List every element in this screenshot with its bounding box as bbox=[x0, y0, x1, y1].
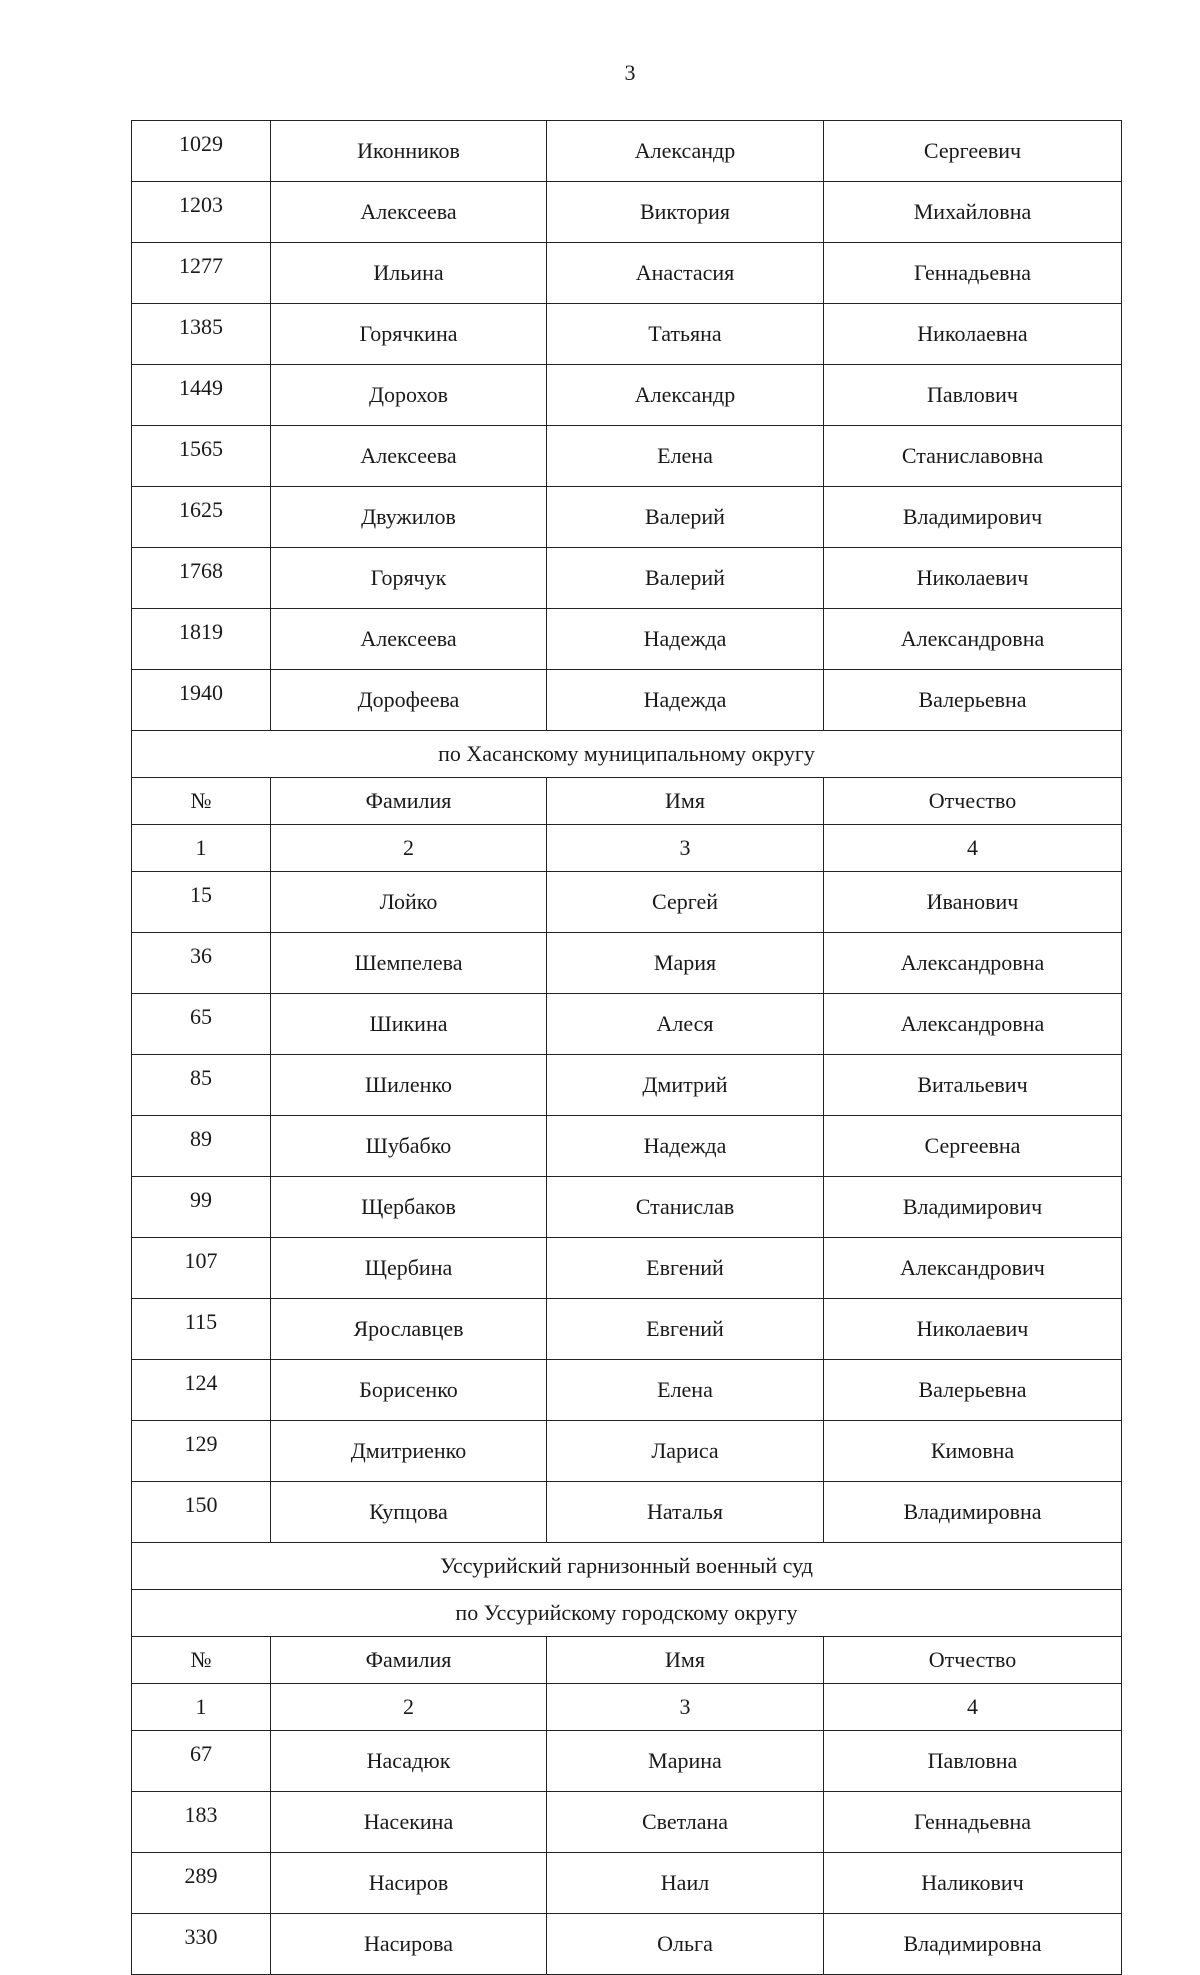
cell-patronymic: Геннадьевна bbox=[824, 243, 1122, 304]
cell-first-name: Александр bbox=[547, 121, 824, 182]
cell-patronymic: Николаевич bbox=[824, 1299, 1122, 1360]
table-row bbox=[132, 1360, 1122, 1421]
cell-first-name: Валерий bbox=[547, 487, 824, 548]
cell-patronymic: Павловна bbox=[824, 1731, 1122, 1792]
cell-first-name: Сергей bbox=[547, 872, 824, 933]
cell-first-name: Мария bbox=[547, 933, 824, 994]
cell-number: 129 bbox=[132, 1421, 271, 1482]
column-header-patronymic: Отчество bbox=[824, 1637, 1122, 1684]
cell-first-name: Евгений bbox=[547, 1299, 824, 1360]
column-number-first-name: 3 bbox=[547, 825, 824, 872]
cell-surname: Ярославцев bbox=[271, 1299, 547, 1360]
column-number-row bbox=[132, 1684, 1122, 1731]
cell-surname: Насадюк bbox=[271, 1731, 547, 1792]
cell-surname: Насирова bbox=[271, 1914, 547, 1975]
table-row bbox=[132, 243, 1122, 304]
cell-patronymic: Станиславовна bbox=[824, 426, 1122, 487]
column-header-first-name: Имя bbox=[547, 778, 824, 825]
cell-surname: Дмитриенко bbox=[271, 1421, 547, 1482]
section-row bbox=[132, 1543, 1122, 1590]
cell-patronymic: Валерьевна bbox=[824, 670, 1122, 731]
cell-first-name: Наталья bbox=[547, 1482, 824, 1543]
cell-number: 124 bbox=[132, 1360, 271, 1421]
cell-patronymic: Александровна bbox=[824, 994, 1122, 1055]
column-number-surname: 2 bbox=[271, 1684, 547, 1731]
column-header-row bbox=[132, 778, 1122, 825]
cell-surname: Борисенко bbox=[271, 1360, 547, 1421]
cell-number: 150 bbox=[132, 1482, 271, 1543]
cell-number: 1625 bbox=[132, 487, 271, 548]
column-number-number: 1 bbox=[132, 825, 271, 872]
cell-patronymic: Витальевич bbox=[824, 1055, 1122, 1116]
cell-patronymic: Павлович bbox=[824, 365, 1122, 426]
cell-first-name: Надежда bbox=[547, 609, 824, 670]
column-header-first-name: Имя bbox=[547, 1637, 824, 1684]
table-row bbox=[132, 1238, 1122, 1299]
cell-first-name: Ольга bbox=[547, 1914, 824, 1975]
cell-patronymic: Сергеевич bbox=[824, 121, 1122, 182]
cell-patronymic: Валерьевна bbox=[824, 1360, 1122, 1421]
cell-number: 85 bbox=[132, 1055, 271, 1116]
column-header-number: № bbox=[132, 1637, 271, 1684]
cell-first-name: Елена bbox=[547, 426, 824, 487]
cell-first-name: Анастасия bbox=[547, 243, 824, 304]
cell-number: 15 bbox=[132, 872, 271, 933]
cell-first-name: Виктория bbox=[547, 182, 824, 243]
cell-surname: Шикина bbox=[271, 994, 547, 1055]
cell-number: 67 bbox=[132, 1731, 271, 1792]
cell-number: 65 bbox=[132, 994, 271, 1055]
column-header-surname: Фамилия bbox=[271, 1637, 547, 1684]
cell-number: 1029 bbox=[132, 121, 271, 182]
cell-first-name: Станислав bbox=[547, 1177, 824, 1238]
column-header-patronymic: Отчество bbox=[824, 778, 1122, 825]
cell-patronymic: Сергеевна bbox=[824, 1116, 1122, 1177]
cell-number: 1819 bbox=[132, 609, 271, 670]
table-row bbox=[132, 1792, 1122, 1853]
table-row bbox=[132, 1482, 1122, 1543]
table-row bbox=[132, 121, 1122, 182]
column-number-patronymic: 4 bbox=[824, 825, 1122, 872]
cell-patronymic: Владимировна bbox=[824, 1914, 1122, 1975]
cell-surname: Шубабко bbox=[271, 1116, 547, 1177]
cell-patronymic: Владимировна bbox=[824, 1482, 1122, 1543]
table-row bbox=[132, 872, 1122, 933]
cell-surname: Купцова bbox=[271, 1482, 547, 1543]
table-row bbox=[132, 933, 1122, 994]
jurors-table bbox=[131, 120, 1122, 1975]
cell-surname: Лойко bbox=[271, 872, 547, 933]
table-row bbox=[132, 609, 1122, 670]
table-row bbox=[132, 182, 1122, 243]
cell-first-name: Надежда bbox=[547, 670, 824, 731]
column-number-surname: 2 bbox=[271, 825, 547, 872]
column-header-number: № bbox=[132, 778, 271, 825]
table-row bbox=[132, 426, 1122, 487]
cell-number: 330 bbox=[132, 1914, 271, 1975]
cell-patronymic: Николаевич bbox=[824, 548, 1122, 609]
cell-surname: Насиров bbox=[271, 1853, 547, 1914]
table-row bbox=[132, 1853, 1122, 1914]
cell-surname: Ильина bbox=[271, 243, 547, 304]
table-row bbox=[132, 548, 1122, 609]
table-row bbox=[132, 1177, 1122, 1238]
cell-number: 289 bbox=[132, 1853, 271, 1914]
cell-surname: Дорохов bbox=[271, 365, 547, 426]
cell-patronymic: Александрович bbox=[824, 1238, 1122, 1299]
table-row bbox=[132, 670, 1122, 731]
column-header-surname: Фамилия bbox=[271, 778, 547, 825]
section-title: по Уссурийскому городскому округу bbox=[132, 1590, 1122, 1637]
cell-patronymic: Наликович bbox=[824, 1853, 1122, 1914]
cell-first-name: Елена bbox=[547, 1360, 824, 1421]
cell-number: 1768 bbox=[132, 548, 271, 609]
table-row bbox=[132, 304, 1122, 365]
cell-first-name: Александр bbox=[547, 365, 824, 426]
cell-surname: Дорофеева bbox=[271, 670, 547, 731]
jurors-table-body bbox=[132, 121, 1122, 1975]
cell-number: 1203 bbox=[132, 182, 271, 243]
cell-first-name: Дмитрий bbox=[547, 1055, 824, 1116]
cell-first-name: Марина bbox=[547, 1731, 824, 1792]
cell-number: 115 bbox=[132, 1299, 271, 1360]
cell-first-name: Наил bbox=[547, 1853, 824, 1914]
cell-number: 36 bbox=[132, 933, 271, 994]
table-row bbox=[132, 1914, 1122, 1975]
cell-patronymic: Геннадьевна bbox=[824, 1792, 1122, 1853]
cell-surname: Шиленко bbox=[271, 1055, 547, 1116]
cell-surname: Насекина bbox=[271, 1792, 547, 1853]
cell-number: 1565 bbox=[132, 426, 271, 487]
cell-number: 1277 bbox=[132, 243, 271, 304]
cell-patronymic: Николаевна bbox=[824, 304, 1122, 365]
cell-surname: Горячук bbox=[271, 548, 547, 609]
column-number-patronymic: 4 bbox=[824, 1684, 1122, 1731]
table-row bbox=[132, 994, 1122, 1055]
cell-first-name: Татьяна bbox=[547, 304, 824, 365]
cell-number: 89 bbox=[132, 1116, 271, 1177]
cell-patronymic: Иванович bbox=[824, 872, 1122, 933]
cell-patronymic: Владимирович bbox=[824, 1177, 1122, 1238]
cell-surname: Иконников bbox=[271, 121, 547, 182]
cell-number: 107 bbox=[132, 1238, 271, 1299]
section-title: Уссурийский гарнизонный военный суд bbox=[132, 1543, 1122, 1590]
column-header-row bbox=[132, 1637, 1122, 1684]
table-row bbox=[132, 1421, 1122, 1482]
cell-surname: Щербина bbox=[271, 1238, 547, 1299]
cell-patronymic: Михайловна bbox=[824, 182, 1122, 243]
cell-patronymic: Владимирович bbox=[824, 487, 1122, 548]
cell-patronymic: Кимовна bbox=[824, 1421, 1122, 1482]
table-row bbox=[132, 1116, 1122, 1177]
column-number-first-name: 3 bbox=[547, 1684, 824, 1731]
cell-first-name: Светлана bbox=[547, 1792, 824, 1853]
table-row bbox=[132, 365, 1122, 426]
cell-number: 1940 bbox=[132, 670, 271, 731]
cell-surname: Алексеева bbox=[271, 609, 547, 670]
section-row bbox=[132, 731, 1122, 778]
cell-number: 183 bbox=[132, 1792, 271, 1853]
cell-surname: Горячкина bbox=[271, 304, 547, 365]
cell-surname: Шемпелева bbox=[271, 933, 547, 994]
cell-number: 99 bbox=[132, 1177, 271, 1238]
cell-patronymic: Александровна bbox=[824, 609, 1122, 670]
cell-first-name: Алеся bbox=[547, 994, 824, 1055]
section-row bbox=[132, 1590, 1122, 1637]
cell-surname: Алексеева bbox=[271, 426, 547, 487]
section-title: по Хасанскому муниципальному округу bbox=[132, 731, 1122, 778]
table-row bbox=[132, 487, 1122, 548]
table-row bbox=[132, 1299, 1122, 1360]
cell-number: 1449 bbox=[132, 365, 271, 426]
table-row bbox=[132, 1055, 1122, 1116]
cell-number: 1385 bbox=[132, 304, 271, 365]
cell-surname: Алексеева bbox=[271, 182, 547, 243]
cell-patronymic: Александровна bbox=[824, 933, 1122, 994]
cell-first-name: Евгений bbox=[547, 1238, 824, 1299]
cell-first-name: Валерий bbox=[547, 548, 824, 609]
cell-surname: Щербаков bbox=[271, 1177, 547, 1238]
column-number-number: 1 bbox=[132, 1684, 271, 1731]
cell-first-name: Лариса bbox=[547, 1421, 824, 1482]
column-number-row bbox=[132, 825, 1122, 872]
cell-first-name: Надежда bbox=[547, 1116, 824, 1177]
cell-surname: Двужилов bbox=[271, 487, 547, 548]
page-number: 3 bbox=[624, 60, 636, 85]
table-row bbox=[132, 1731, 1122, 1792]
